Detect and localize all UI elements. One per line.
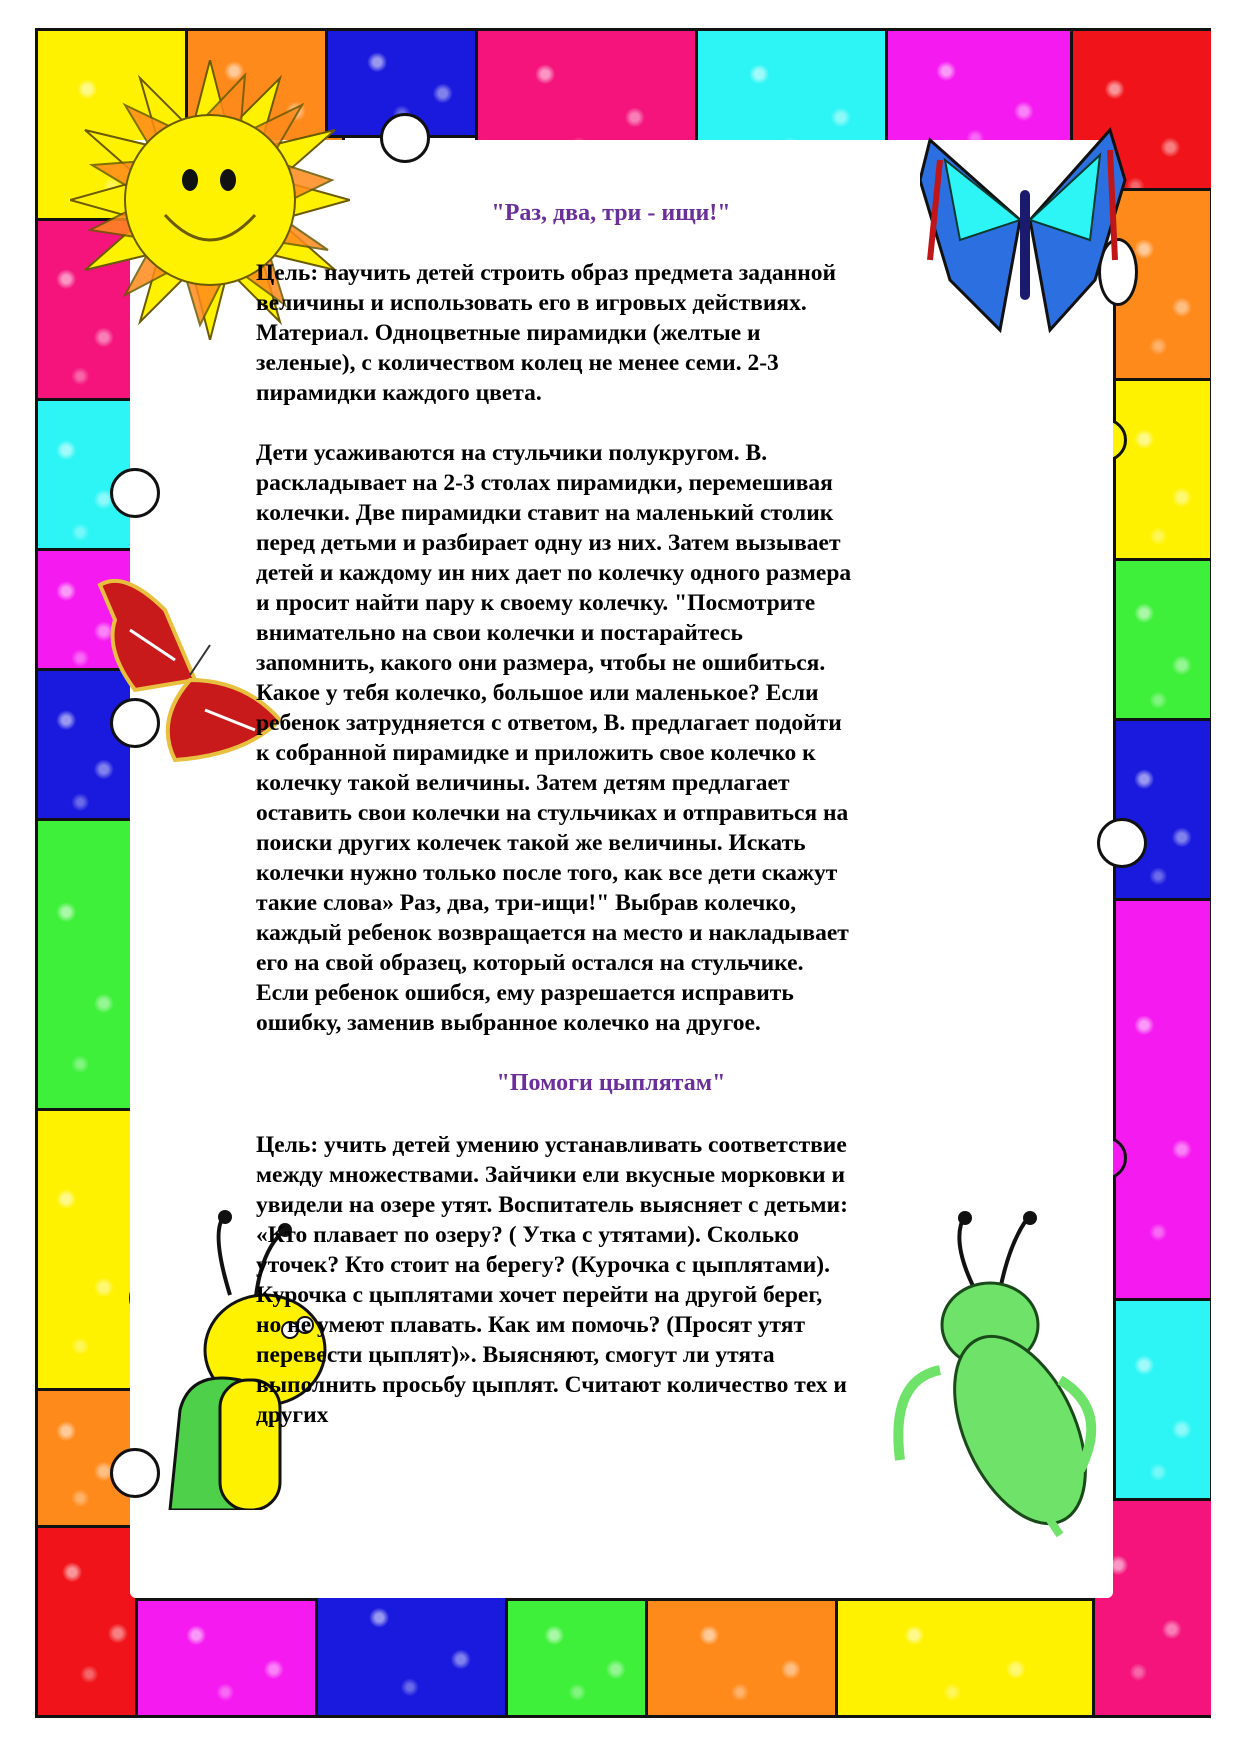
text-line: уточек? Кто стоит на берегу? (Курочка с цыплятами).: [256, 1252, 831, 1278]
text-line: внимательно на свои колечки и постарайтесь: [256, 620, 743, 646]
text-line: оставить свои колечки на стульчиках и отправиться на: [256, 800, 849, 826]
text-line: колечку такой величины. Затем детям предлагает: [256, 770, 790, 796]
text-line: ошибку, заменив выбранное колечко на другое.: [256, 1010, 761, 1036]
document-content: [256, 198, 936, 1460]
text-line: колечки. Две пирамидки ставит на маленький столик: [256, 500, 834, 526]
text-line: его на свой образец, который остался на стульчике.: [256, 950, 804, 976]
text-line: Если ребенок ошибся, ему разрешается исправить: [256, 980, 794, 1006]
text-line: зеленые), с количеством колец не менее семи. 2-3: [256, 350, 779, 376]
text-line: раскладывает на 2-3 столах пирамидки, перемешивая: [256, 470, 833, 496]
text-line: Курочка с цыплятами хочет перейти на другой берег,: [256, 1282, 823, 1308]
text-line: других: [256, 1402, 329, 1428]
text-line: перевести цыплят)». Выясняют, смогут ли утята: [256, 1342, 775, 1368]
text-line: к собранной пирамидке и приложить свое колечко к: [256, 740, 816, 766]
text-line: Материал. Одноцветные пирамидки (желтые и: [256, 320, 761, 346]
section-title-pomogi-tsyplyatam: "Помоги цыплятам": [496, 1070, 726, 1096]
text-line: каждый ребенок возвращается на место и накладывает: [256, 920, 849, 946]
text-line: «Кто плавает по озеру? ( Утка с утятами). Сколько: [256, 1222, 799, 1248]
text-line: и просит найти пару к своему колечку. "Посмотрите: [256, 590, 816, 616]
section1-goal-paragraph: [256, 258, 936, 408]
text-line: Цель: научить детей строить образ предмета заданной: [256, 260, 837, 286]
puzzle-piece-orange: [645, 1598, 855, 1718]
text-line: увидели на озере утят. Воспитатель выясняет с детьми:: [256, 1192, 848, 1218]
text-line: пирамидки каждого цвета.: [256, 380, 542, 406]
text-line: детей и каждому ин них дает по колечку одного размера: [256, 560, 852, 586]
puzzle-piece-green: [1113, 558, 1211, 738]
puzzle-piece-yellow: [35, 1108, 135, 1408]
text-line: величины и использовать его в игровых действиях.: [256, 290, 807, 316]
puzzle-piece-green: [35, 818, 135, 1128]
puzzle-piece-green: [505, 1598, 665, 1718]
text-line: запомнить, какого они размера, чтобы не ошибиться.: [256, 650, 826, 676]
puzzle-notch: [110, 468, 160, 518]
text-line: Дети усаживаются на стульчики полукругом. В.: [256, 440, 768, 466]
text-line: Цель: учить детей умению устанавливать соответствие: [256, 1132, 847, 1158]
text-line: ребенок затрудняется с ответом, В. предлагает подойти: [256, 710, 842, 736]
puzzle-notch: [380, 113, 430, 163]
text-line: выполнить просьбу цыплят. Считают количество тех и: [256, 1372, 847, 1398]
text-line: такие слова» Раз, два, три-ищи!" Выбрав колечко,: [256, 890, 797, 916]
text-line: между множествами. Зайчики ели вкусные морковки и: [256, 1162, 845, 1188]
puzzle-piece-yellow: [835, 1598, 1095, 1718]
text-line: поиски других колечек такой же величины. Искать: [256, 830, 806, 856]
puzzle-piece-cyan: [1113, 1298, 1211, 1518]
puzzle-piece-magenta: [135, 1598, 335, 1718]
section2-body-paragraph: [256, 1130, 936, 1430]
puzzle-piece-magenta: [1113, 898, 1211, 1318]
section1-body-paragraph: [256, 438, 936, 1038]
section-title-raz-dva-tri: "Раз, два, три - ищи!": [491, 200, 731, 226]
text-line: но не умеют плавать. Как им помочь? (Просят утят: [256, 1312, 806, 1338]
text-line: перед детьми и разбирает одну из них. Затем вызывает: [256, 530, 841, 556]
puzzle-notch: [1097, 818, 1147, 868]
text-line: Какое у тебя колечко, большое или маленькое? Если: [256, 680, 819, 706]
text-line: колечки нужно только после того, как все дети скажут: [256, 860, 838, 886]
blue-butterfly-icon: [920, 120, 1130, 340]
puzzle-piece-yellow: [1113, 378, 1211, 578]
